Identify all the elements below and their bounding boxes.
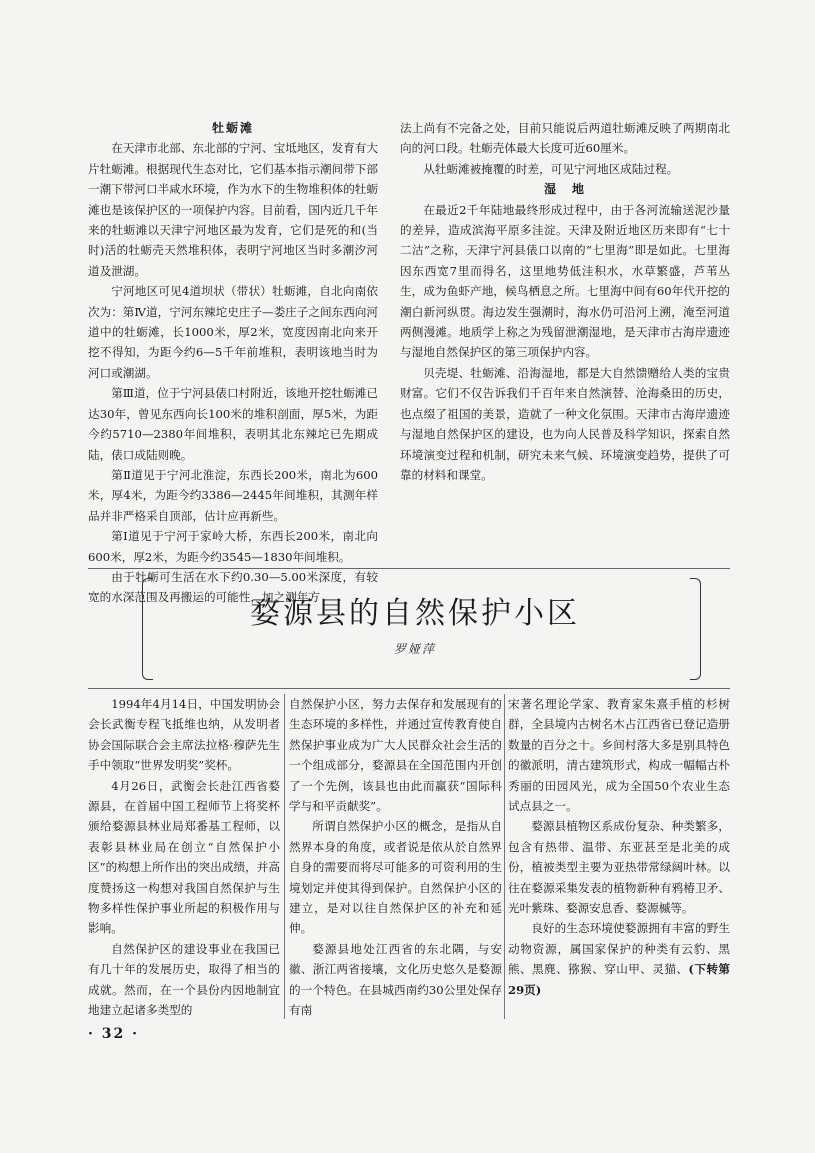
column-rule-2	[504, 694, 505, 1019]
wetland-heading: 湿 地	[543, 182, 586, 197]
oyster-paragraph-1: 在天津市北部、东北部的宁河、宝坻地区，发育有大片牡蛎滩。根据现代生态对比，它们基本指示潮间带下部一潮下带河口半咸水环境，作为水下的生物堆积体的牡蛎滩也是该保护区的一项保护内容。目前看，国内近几千年来的牡蛎滩以天津宁河地区最为发育，它们是死的和(当时)活的牡蛎壳天然堆积体，表明宁河地区当时多潮汐河道及泄湖。	[88, 141, 378, 278]
article-col2-paragraph-2: 所谓自然保护小区的概念，是指从自然界本身的角度，或者说是依从於自然界自身的需要而将尽可能多的可资利用的生境划定并使其得到保护。自然保护小区的建立，是对以往自然保护区的补充和延伸。	[289, 819, 502, 936]
oyster-paragraph-8: 从牡蛎滩被掩覆的时差，可见宁河地区成陆过程。	[423, 161, 679, 176]
oyster-paragraph-4: 第Ⅱ道见于宁河北淮淀，东西长200米，南北为600米，厚4米，为距今约3386—2445年间堆积，其测年样品并非严格采自顶部，估计应再新些。	[88, 467, 378, 523]
section-divider-mid	[88, 688, 730, 689]
article-col2-paragraph-3: 婺源县地处江西省的东北隅，与安徽、浙江两省接壤，文化历史悠久是婺源的一个特色。在县城西南约30公里处保存有南	[289, 941, 502, 1018]
oyster-paragraph-3: 第Ⅲ道，位于宁河县俵口村附近，该地开挖牡蛎滩已达30年，曾见东西向长100米的堆积剖面，厚5米，为距今约5710—2380年间堆积，表明其北东辣坨已先期成陆，俵口成陆则晚。	[88, 386, 378, 462]
article-col3-paragraph-3-text: 良好的生态环境使婺源拥有丰富的野生动物资源，属国家保护的种类有云豹、黑熊、黑麂、猕猴、穿山甲、灵猫、	[508, 921, 730, 977]
top-right-column	[400, 118, 730, 485]
article-col1-paragraph-2: 4月26日，武衡会长赴江西省婺源县，在首届中国工程师节上将奖杯颁给婺源县林业局郑番基工程师，以表彰县林业局在创立“自然保护小区”的构想上所作出的突出成绩，并高度赞扬这一构想对我国自然保护与生物多样性保护事业所起的积极作用与影响。	[88, 778, 280, 936]
oyster-heading: 牡蛎滩	[211, 121, 254, 135]
article-col1-paragraph-3: 自然保护区的建设事业在我国已有几十年的发展历史，取得了相当的成就。然而，在一个县份内因地制宜地建立起诸多类型的	[88, 941, 280, 1018]
page-number: · 32 ·	[88, 1026, 139, 1042]
article-col3-paragraph-3	[508, 918, 730, 1000]
title-bracket-right	[690, 578, 701, 680]
wetland-paragraph-1: 在最近2千年陆地最终形成过程中，由于各河流输送泥沙量的差异，造成滨海平原多洼淀。天津及附近地区历来即有“七十二沽”之称，天津宁河县俵口以南的“七里海”即是如此。七里海因东西宽7里而得名，这里地势低洼积水，水草繁盛，芦苇丛生，成为鱼虾产地，候鸟栖息之所。七里海中间有60年代开挖的潮白新河纵贯。海边发生强潮时，海水仍可沿河上溯，淹至河道两侧漫滩。地质学上称之为残留泄潮湿地，是天津市古海岸遗迹与湿地自然保护区的第三项保护内容。	[400, 202, 730, 360]
oyster-paragraph-6: 由于牡蛎可生活在水下约0.30—5.00米深度，有较宽的水深范围及再搬运的可能性，加之测年方	[88, 569, 378, 605]
article-title: 婺源县的自然保护小区	[250, 596, 580, 631]
oyster-section	[88, 118, 378, 608]
article-col2-paragraph-1: 自然保护小区，努力去保存和发展现有的生态环境的多样性，并通过宣传教育使自然保护事业成为广大人民群众社会生活的一个组成部分，婺源县在全国范围内开创了一个先例，该县也由此而赢获“国际科学与和平贡献奖”。	[289, 697, 502, 814]
oyster-paragraph-7: 法上尚有不完备之处，目前只能说后两道牡蛎滩反映了两期南北向的河口段。牡蛎壳体最大长度可近60厘米。	[400, 121, 730, 156]
article-author: 罗娅萍	[393, 642, 436, 656]
article-column-1	[88, 694, 280, 1021]
article-col3-paragraph-2: 婺源县植物区系成份复杂、种类繁多，包含有热带、温带、东亚甚至是北美的成份，植被类型主要为亚热带常绿阔叶林。以往在婺源采集发表的植物新种有鸦椿卫矛、光叶紫珠、婺源安息香、婺源槭等。	[508, 819, 730, 916]
oyster-paragraph-2: 宁河地区可见4道坝状（带状）牡蛎滩，自北向南依次为：第Ⅳ道，宁河东辣坨史庄子—娄庄子之间东西向河道中的牡蛎滩，长1000米，厚2米，宽度因南北向来开挖不得知，为距今约6—5千年前堆积，表明该地当时为河口或潮湖。	[88, 284, 378, 380]
article-column-3	[508, 694, 730, 1000]
column-rule-1	[284, 694, 285, 1019]
article-col1-paragraph-1: 1994年4月14日，中国发明协会会长武衡专程飞抵维也纳，从发明者协会国际联合会主席法拉格·穆萨先生手中领取“世界发明奖”奖杯。	[88, 697, 280, 773]
article-column-2	[289, 694, 502, 1021]
oyster-paragraph-5: 第Ⅰ道见于宁河于家岭大桥，东西长200米，南北向600米，厚2米，为距今约3545—1830年间堆积。	[88, 529, 378, 564]
section-divider-top	[88, 568, 730, 569]
continued-on-page-note: (下转第29页)	[508, 962, 730, 997]
wetland-paragraph-2: 贝壳堤、牡蛎滩、沿海湿地，都是大自然馈赠给人类的宝贵财富。它们不仅告诉我们千百年来自然演替、沧海桑田的历史，也点缀了祖国的美景，造就了一种文化氛围。天津市古海岸遗迹与湿地自然保护区的建设，也为向人民普及科学知识，探索自然环境演变过程和机制，研究未来气候、环境演变趋势，提供了可靠的材料和课堂。	[400, 365, 730, 482]
article-col3-paragraph-1: 宋著名理论学家、教育家朱熹手植的杉树群，全县境内古树名木占江西省已登记造册数量的百分之十。乡间村落大多是别具特色的徽派明，清古建筑形式，构成一幅幅古朴秀丽的田园风光，成为全国50个农业生态试点县之一。	[508, 697, 730, 814]
